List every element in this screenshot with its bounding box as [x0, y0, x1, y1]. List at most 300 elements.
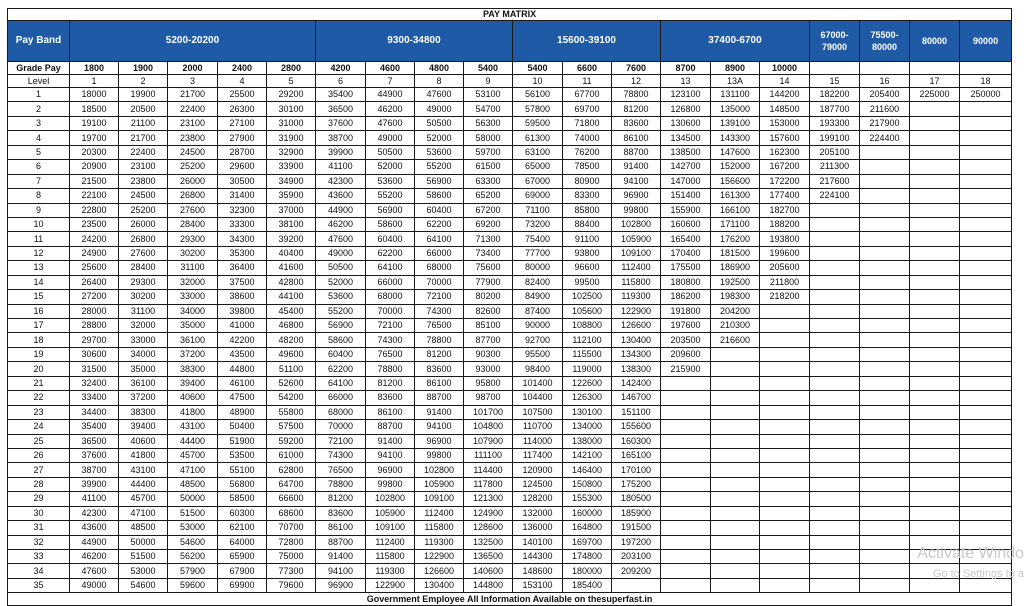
pay-cell: 143300	[711, 131, 760, 145]
table-row	[8, 217, 1012, 231]
pay-cell: 91400	[612, 160, 661, 174]
pay-cell: 44900	[366, 88, 415, 102]
pay-cell: 150800	[563, 477, 612, 491]
pay-cell: 68000	[316, 405, 366, 419]
pay-cell: 93000	[464, 362, 513, 376]
pay-cell: 193300	[810, 116, 860, 130]
pay-cell: 96900	[415, 434, 464, 448]
pay-cell: 55200	[316, 304, 366, 318]
table-row	[8, 448, 1012, 462]
pay-cell: 46200	[316, 217, 366, 231]
pay-cell: 188200	[760, 217, 810, 231]
pay-cell: 191500	[612, 521, 661, 535]
table-row	[8, 102, 1012, 116]
pay-cell: 31400	[218, 189, 267, 203]
pay-cell: 120900	[513, 463, 563, 477]
pay-cell: 132000	[513, 506, 563, 520]
level-cell: 12	[612, 75, 661, 88]
pay-cell: 151100	[612, 405, 661, 419]
pay-cell	[910, 463, 960, 477]
pay-cell: 161300	[711, 189, 760, 203]
pay-cell: 147000	[661, 174, 711, 188]
row-index-cell: 6	[8, 160, 70, 174]
pay-cell: 28400	[119, 261, 168, 275]
pay-cell	[661, 564, 711, 578]
table-row	[8, 347, 1012, 361]
pay-cell: 23500	[70, 217, 119, 231]
pay-cell: 162300	[760, 145, 810, 159]
pay-cell: 69700	[563, 102, 612, 116]
pay-cell	[960, 319, 1012, 333]
pay-cell: 29600	[218, 160, 267, 174]
level-cell: 13A	[711, 75, 760, 88]
pay-cell: 115800	[415, 521, 464, 535]
pay-cell: 61500	[464, 160, 513, 174]
pay-cell: 26000	[168, 174, 218, 188]
pay-cell: 39800	[218, 304, 267, 318]
pay-cell: 67200	[464, 203, 513, 217]
pay-cell	[910, 376, 960, 390]
table-row	[8, 275, 1012, 289]
pay-cell: 50000	[168, 492, 218, 506]
pay-cell: 138500	[661, 145, 711, 159]
row-index-cell: 16	[8, 304, 70, 318]
pay-cell: 22800	[70, 203, 119, 217]
pay-cell: 70000	[415, 275, 464, 289]
pay-cell: 224100	[810, 189, 860, 203]
pay-cell: 66000	[366, 275, 415, 289]
pay-cell: 73400	[464, 246, 513, 260]
pay-cell: 134300	[612, 347, 661, 361]
pay-cell: 49000	[366, 131, 415, 145]
pay-cell: 21500	[70, 174, 119, 188]
pay-cell: 146700	[612, 391, 661, 405]
pay-cell: 75000	[267, 550, 316, 564]
pay-cell	[760, 391, 810, 405]
pay-cell: 130100	[563, 405, 612, 419]
pay-cell	[860, 521, 910, 535]
pay-cell: 209200	[612, 564, 661, 578]
pay-cell	[960, 131, 1012, 145]
pay-cell: 155600	[612, 420, 661, 434]
table-row	[8, 578, 1012, 592]
pay-cell: 35400	[316, 88, 366, 102]
pay-band-header: 15600-39100	[513, 21, 661, 62]
pay-cell: 82400	[513, 275, 563, 289]
pay-cell: 76500	[415, 319, 464, 333]
pay-cell	[960, 102, 1012, 116]
pay-cell: 41800	[119, 448, 168, 462]
pay-cell	[910, 160, 960, 174]
pay-cell: 42300	[316, 174, 366, 188]
pay-cell: 26800	[119, 232, 168, 246]
pay-cell: 160300	[612, 434, 661, 448]
pay-cell: 44400	[168, 434, 218, 448]
pay-cell: 142400	[612, 376, 661, 390]
pay-cell: 86100	[612, 131, 661, 145]
pay-cell: 151400	[661, 189, 711, 203]
pay-cell	[910, 203, 960, 217]
pay-cell: 46200	[366, 102, 415, 116]
pay-cell	[960, 174, 1012, 188]
pay-cell: 152000	[711, 160, 760, 174]
pay-cell	[910, 319, 960, 333]
pay-cell: 104800	[464, 420, 513, 434]
pay-cell	[810, 203, 860, 217]
pay-cell: 80200	[464, 290, 513, 304]
pay-cell: 33400	[70, 391, 119, 405]
pay-cell: 58600	[316, 333, 366, 347]
pay-cell: 146400	[563, 463, 612, 477]
pay-cell: 59700	[464, 145, 513, 159]
pay-cell: 30600	[70, 347, 119, 361]
pay-cell: 76200	[563, 145, 612, 159]
pay-cell: 50500	[366, 145, 415, 159]
pay-cell: 20300	[70, 145, 119, 159]
pay-cell: 66000	[415, 246, 464, 260]
pay-cell: 107500	[513, 405, 563, 419]
pay-cell: 122600	[563, 376, 612, 390]
table-row	[8, 145, 1012, 159]
pay-cell: 41000	[218, 319, 267, 333]
pay-cell: 94100	[316, 564, 366, 578]
pay-cell: 61000	[267, 448, 316, 462]
pay-cell: 39200	[267, 232, 316, 246]
table-row	[8, 391, 1012, 405]
pay-cell: 53600	[415, 145, 464, 159]
pay-cell	[810, 463, 860, 477]
pay-cell: 34900	[267, 174, 316, 188]
pay-cell: 66600	[267, 492, 316, 506]
pay-cell: 70000	[366, 304, 415, 318]
pay-cell: 41600	[267, 261, 316, 275]
pay-cell	[960, 333, 1012, 347]
pay-cell	[810, 319, 860, 333]
pay-cell: 108800	[563, 319, 612, 333]
pay-cell	[810, 246, 860, 260]
pay-cell	[960, 189, 1012, 203]
pay-cell: 138000	[563, 434, 612, 448]
pay-cell	[860, 492, 910, 506]
pay-cell: 29200	[267, 88, 316, 102]
pay-cell: 119300	[366, 564, 415, 578]
pay-cell: 105900	[366, 506, 415, 520]
pay-cell: 72100	[366, 319, 415, 333]
pay-cell	[711, 376, 760, 390]
pay-cell: 42200	[218, 333, 267, 347]
pay-cell: 64100	[316, 376, 366, 390]
pay-cell: 63300	[464, 174, 513, 188]
pay-cell: 47100	[168, 463, 218, 477]
pay-cell	[960, 304, 1012, 318]
pay-cell: 23100	[168, 116, 218, 130]
pay-cell: 60400	[316, 347, 366, 361]
pay-cell: 58500	[218, 492, 267, 506]
pay-cell: 56100	[513, 88, 563, 102]
pay-cell	[810, 362, 860, 376]
pay-cell: 86100	[366, 405, 415, 419]
pay-cell: 83600	[366, 391, 415, 405]
pay-cell: 80000	[513, 261, 563, 275]
pay-cell	[711, 405, 760, 419]
pay-cell: 47500	[218, 391, 267, 405]
pay-cell: 142700	[661, 160, 711, 174]
pay-cell: 203100	[612, 550, 661, 564]
pay-cell: 55200	[366, 189, 415, 203]
pay-cell: 44400	[119, 477, 168, 491]
pay-cell: 59500	[513, 116, 563, 130]
pay-cell	[860, 434, 910, 448]
pay-cell: 74000	[563, 131, 612, 145]
pay-cell: 88700	[415, 391, 464, 405]
pay-cell: 126600	[612, 319, 661, 333]
pay-cell: 142100	[563, 448, 612, 462]
pay-cell	[810, 420, 860, 434]
pay-band-header: 37400-6700	[661, 21, 810, 62]
pay-cell	[910, 275, 960, 289]
pay-cell: 85800	[563, 203, 612, 217]
pay-cell: 182200	[810, 88, 860, 102]
footer-row	[8, 593, 1012, 606]
table-row	[8, 232, 1012, 246]
pay-cell	[661, 391, 711, 405]
pay-cell: 204200	[711, 304, 760, 318]
pay-cell	[860, 203, 910, 217]
pay-cell: 148600	[513, 564, 563, 578]
pay-cell: 35400	[70, 420, 119, 434]
pay-cell: 64100	[366, 261, 415, 275]
pay-cell: 33000	[168, 290, 218, 304]
pay-matrix-container	[7, 8, 1011, 606]
footer-text: Government Employee All Information Available on thesuperfast.in	[8, 593, 1012, 606]
pay-band-header: 67000-79000	[810, 21, 860, 62]
pay-matrix-title: PAY MATRIX	[8, 9, 1012, 21]
pay-cell: 32300	[218, 203, 267, 217]
pay-cell: 42300	[70, 506, 119, 520]
pay-cell: 40400	[267, 246, 316, 260]
pay-cell: 58600	[415, 189, 464, 203]
grade-pay-cell: 4800	[415, 62, 464, 75]
pay-cell	[760, 362, 810, 376]
pay-cell	[810, 477, 860, 491]
row-index-cell: 33	[8, 550, 70, 564]
pay-cell: 35000	[168, 319, 218, 333]
pay-cell: 167200	[760, 160, 810, 174]
pay-cell	[810, 521, 860, 535]
pay-cell	[661, 448, 711, 462]
table-row	[8, 261, 1012, 275]
pay-cell	[711, 564, 760, 578]
grade-pay-cell: 2400	[218, 62, 267, 75]
pay-cell: 70700	[267, 521, 316, 535]
pay-cell: 175500	[661, 261, 711, 275]
pay-cell: 44900	[316, 203, 366, 217]
pay-cell: 27600	[119, 246, 168, 260]
pay-band-row	[8, 21, 1012, 62]
pay-cell: 211600	[860, 102, 910, 116]
pay-cell: 81200	[612, 102, 661, 116]
pay-cell: 119300	[612, 290, 661, 304]
pay-cell: 101700	[464, 405, 513, 419]
table-row	[8, 420, 1012, 434]
pay-cell: 177400	[760, 189, 810, 203]
pay-cell: 96900	[612, 189, 661, 203]
pay-cell: 32000	[119, 319, 168, 333]
pay-cell: 105900	[415, 477, 464, 491]
pay-cell	[760, 564, 810, 578]
pay-cell: 53500	[218, 448, 267, 462]
pay-cell: 94100	[415, 420, 464, 434]
pay-cell: 90000	[513, 319, 563, 333]
pay-cell: 124500	[513, 477, 563, 491]
pay-cell: 186900	[711, 261, 760, 275]
pay-cell: 21700	[119, 131, 168, 145]
pay-cell	[910, 102, 960, 116]
pay-cell: 48200	[267, 333, 316, 347]
pay-cell: 47600	[70, 564, 119, 578]
pay-cell: 102800	[415, 463, 464, 477]
pay-cell: 62200	[316, 362, 366, 376]
pay-cell: 224400	[860, 131, 910, 145]
pay-cell: 101400	[513, 376, 563, 390]
pay-cell: 31100	[168, 261, 218, 275]
pay-cell: 104400	[513, 391, 563, 405]
pay-matrix-table	[7, 8, 1012, 606]
pay-cell: 174800	[563, 550, 612, 564]
pay-cell	[860, 578, 910, 592]
pay-cell: 78800	[316, 477, 366, 491]
pay-cell	[860, 506, 910, 520]
pay-cell: 83600	[612, 116, 661, 130]
pay-cell	[760, 463, 810, 477]
pay-cell: 50500	[316, 261, 366, 275]
pay-cell: 78500	[563, 160, 612, 174]
row-index-cell: 18	[8, 333, 70, 347]
pay-cell: 37600	[70, 448, 119, 462]
pay-cell: 47600	[366, 116, 415, 130]
pay-cell	[711, 463, 760, 477]
pay-cell	[711, 477, 760, 491]
row-index-cell: 23	[8, 405, 70, 419]
pay-cell	[960, 506, 1012, 520]
pay-cell: 71300	[464, 232, 513, 246]
pay-cell: 30100	[267, 102, 316, 116]
grade-pay-row	[8, 62, 1012, 75]
pay-cell: 38100	[267, 217, 316, 231]
pay-cell: 115800	[612, 275, 661, 289]
pay-cell: 31000	[267, 116, 316, 130]
grade-pay-cell: 1900	[119, 62, 168, 75]
table-row	[8, 189, 1012, 203]
pay-cell: 36100	[168, 333, 218, 347]
pay-cell: 31900	[267, 131, 316, 145]
row-index-cell: 15	[8, 290, 70, 304]
pay-cell: 131100	[711, 88, 760, 102]
pay-cell: 126800	[661, 102, 711, 116]
grade-pay-cell: 4600	[366, 62, 415, 75]
pay-cell	[810, 578, 860, 592]
pay-cell	[860, 564, 910, 578]
pay-cell	[960, 391, 1012, 405]
pay-cell: 69900	[218, 578, 267, 592]
pay-cell	[910, 232, 960, 246]
pay-cell: 75400	[513, 232, 563, 246]
pay-cell	[960, 160, 1012, 174]
table-row	[8, 376, 1012, 390]
pay-cell: 110700	[513, 420, 563, 434]
pay-cell: 96600	[563, 261, 612, 275]
pay-cell	[810, 405, 860, 419]
pay-cell: 130600	[661, 116, 711, 130]
pay-cell	[860, 319, 910, 333]
pay-cell: 185900	[612, 506, 661, 520]
pay-cell: 160000	[563, 506, 612, 520]
pay-cell	[960, 463, 1012, 477]
pay-cell	[760, 304, 810, 318]
pay-cell: 121300	[464, 492, 513, 506]
grade-pay-cell: 4200	[316, 62, 366, 75]
pay-cell: 48500	[168, 477, 218, 491]
pay-cell	[711, 391, 760, 405]
pay-cell: 86100	[316, 521, 366, 535]
pay-cell: 43600	[70, 521, 119, 535]
pay-cell	[960, 521, 1012, 535]
pay-cell: 172200	[760, 174, 810, 188]
pay-cell: 37600	[316, 116, 366, 130]
table-row	[8, 319, 1012, 333]
pay-cell: 67900	[218, 564, 267, 578]
pay-cell: 74300	[415, 304, 464, 318]
pay-cell: 38600	[218, 290, 267, 304]
pay-cell: 72100	[316, 434, 366, 448]
pay-cell: 87700	[464, 333, 513, 347]
row-index-cell: 31	[8, 521, 70, 535]
pay-cell: 175200	[612, 477, 661, 491]
table-row	[8, 506, 1012, 520]
level-cell: 6	[316, 75, 366, 88]
grade-pay-cell: 8900	[711, 62, 760, 75]
row-index-cell: 34	[8, 564, 70, 578]
pay-cell: 53600	[316, 290, 366, 304]
grade-pay-cell: 10000	[760, 62, 810, 75]
level-cell: 18	[960, 75, 1012, 88]
grade-pay-cell: 5400	[513, 62, 563, 75]
pay-cell	[860, 145, 910, 159]
pay-cell	[910, 131, 960, 145]
pay-cell	[711, 434, 760, 448]
pay-cell	[810, 448, 860, 462]
pay-cell	[960, 275, 1012, 289]
pay-cell: 92700	[513, 333, 563, 347]
pay-cell	[810, 492, 860, 506]
pay-cell: 65900	[218, 550, 267, 564]
pay-cell: 28400	[168, 217, 218, 231]
pay-cell: 91100	[563, 232, 612, 246]
pay-band-header: 5200-20200	[70, 21, 316, 62]
grade-pay-cell: 8700	[661, 62, 711, 75]
pay-cell: 180800	[661, 275, 711, 289]
pay-cell: 155300	[563, 492, 612, 506]
pay-cell: 140600	[464, 564, 513, 578]
pay-cell: 215900	[661, 362, 711, 376]
grade-pay-cell	[910, 62, 960, 75]
pay-cell	[661, 521, 711, 535]
pay-cell: 126600	[415, 564, 464, 578]
pay-cell: 34300	[218, 232, 267, 246]
pay-cell: 91400	[366, 434, 415, 448]
pay-cell: 170100	[612, 463, 661, 477]
table-row	[8, 290, 1012, 304]
